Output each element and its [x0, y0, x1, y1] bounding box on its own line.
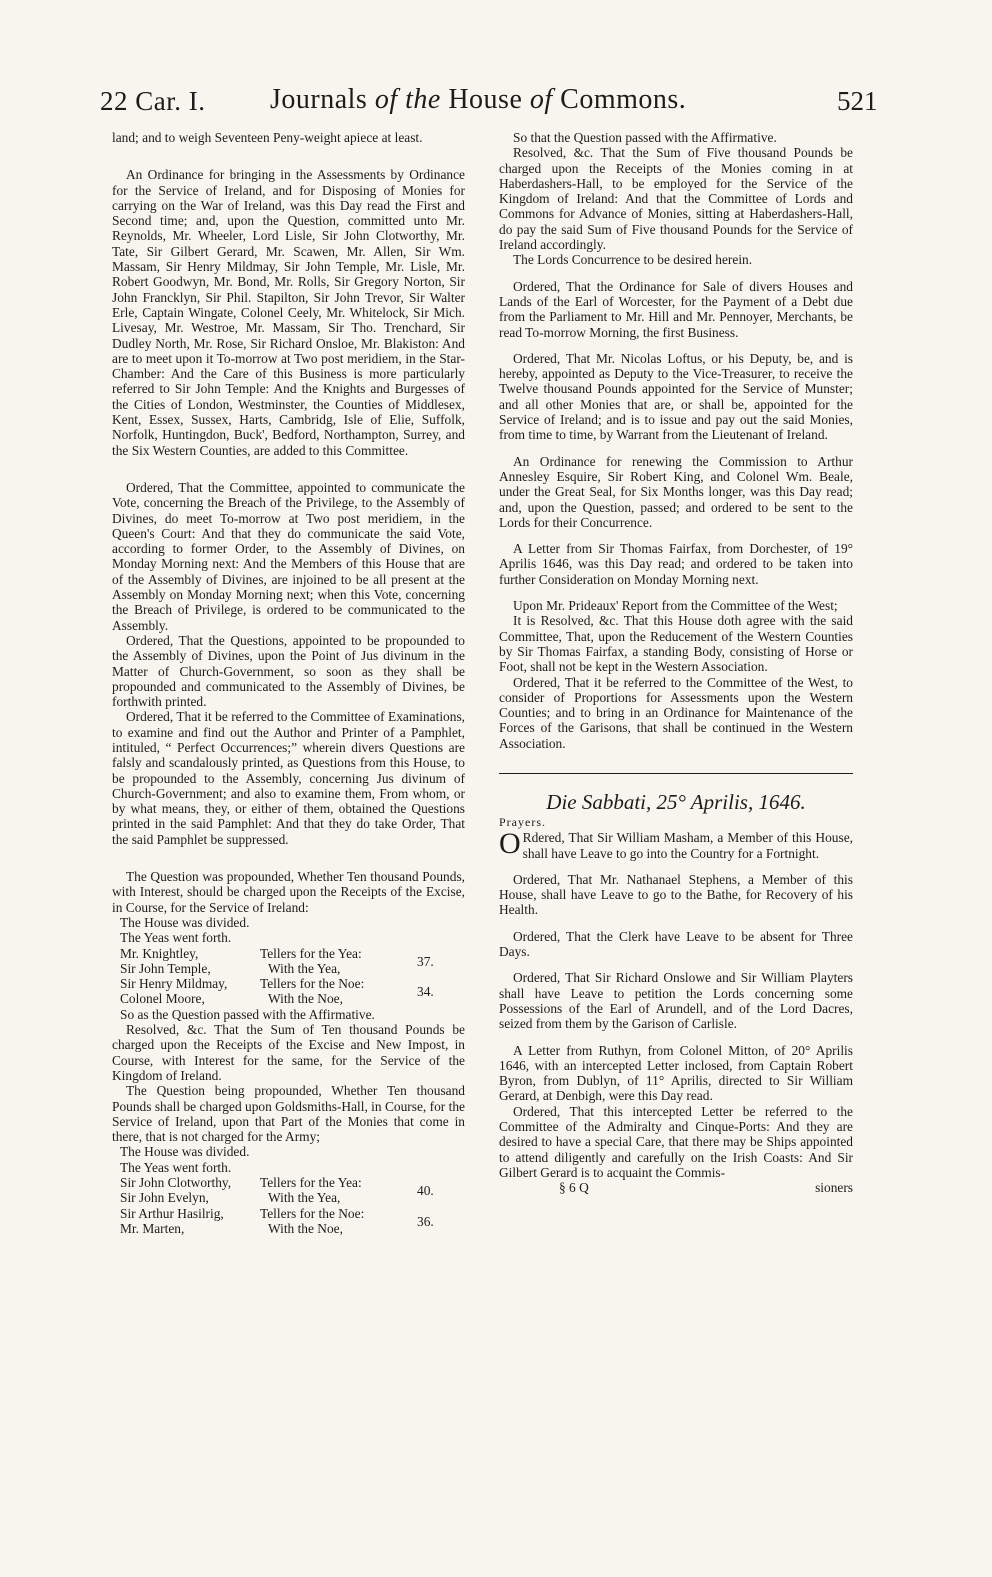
- regnal-year: 22 Car. I.: [100, 86, 206, 116]
- teller-name: Mr. Marten,: [120, 1220, 185, 1236]
- paragraph: Ordered, That the Questions, appointed to be propounded to the Assembly of Divines, upon the Point of Jus divinum in the Matter of Church-Government, so soon as they shall be propounded and communicated to the Assembly of Divines, be forthwith printed.: [112, 632, 465, 710]
- drop-capital: O: [499, 827, 521, 861]
- paragraph: A Letter from Sir Thomas Fairfax, from Dorchester, of 19° Aprilis 1646, was this Day read; and ordered to be taken into further Consideration on Monday Morning next.: [499, 541, 853, 587]
- catchword: sioners: [815, 1180, 853, 1196]
- paragraph: Ordered, That the Clerk have Leave to be absent for Three Days.: [499, 928, 853, 960]
- paragraph: So that the Question passed with the Affirmative.: [513, 130, 777, 145]
- paragraph: land; and to weigh Seventeen Peny-weight apiece at least.: [112, 130, 423, 145]
- teller-role: Tellers for the Yea:: [260, 1175, 362, 1190]
- paragraph: Upon Mr. Prideaux' Report from the Committee of the West;: [513, 598, 838, 614]
- teller-role: Tellers for the Yea:: [260, 945, 362, 961]
- paragraph: Resolved, &c. That the Sum of Five thousand Pounds be charged upon the Receipts of the Monies coming in at Haberdashers-Hall, to be employed for the Service of the Kingdom of Ireland: And that the Committee of Lords and Commons for Advance of Monies, sitting at Haberdashers-Hall, do pay the said Sum of Five thousand Pounds for the Service of Ireland accordingly.: [499, 145, 853, 253]
- teller-role: Tellers for the Noe:: [260, 1205, 365, 1221]
- journal-title: Journals of the House of Commons.: [270, 84, 687, 115]
- vote-count: 34.: [417, 984, 434, 1000]
- result-note: So as the Question passed with the Affirmative.: [120, 1006, 375, 1022]
- teller-name: Sir John Evelyn,: [120, 1190, 209, 1206]
- page-number: 521: [837, 86, 878, 116]
- teller-name: Sir Arthur Hasilrig,: [120, 1205, 224, 1221]
- yeas-note: The Yeas went forth.: [120, 930, 232, 946]
- teller-role: Tellers for the Noe:: [260, 976, 365, 992]
- teller-name: Sir John Temple,: [120, 960, 211, 976]
- division-tellers: [112, 1175, 465, 1236]
- paragraph: The Question being propounded, Whether Ten thousand Pounds shall be charged upon Goldsmiths-Hall, in Course, for the Service of Ireland, upon that Part of the Monies that come in there, that is not charged for the Army;: [112, 1083, 465, 1145]
- vote-count: 36.: [417, 1213, 434, 1229]
- right-column: [499, 130, 853, 1196]
- teller-role: With the Yea,: [268, 960, 341, 976]
- paragraph: Ordered, That Mr. Nicolas Loftus, or his Deputy, be, and is hereby, appointed as Deputy to the Vice-Treasurer, to receive the Twelve thousand Pounds appointed for the Service of Munster; and all other Monies that are, or shall be, appointed for the Service of Ireland; and is to issue and pay out the said Monies, from time to time, by Warrant from the Lieutenant of Ireland.: [499, 350, 853, 443]
- teller-role: With the Noe,: [268, 991, 343, 1007]
- teller-name: Sir John Clotworthy,: [120, 1175, 232, 1190]
- paragraph: The Question was propounded, Whether Ten thousand Pounds, with Interest, should be charged upon the Receipts of the Excise, in Course, for the Service of Ireland:: [112, 869, 465, 915]
- division-tellers: [112, 946, 465, 1007]
- paragraph: An Ordinance for renewing the Commission to Arthur Annesley Esquire, Sir Robert King, and Colonel Wm. Beale, under the Great Seal, for Six Months longer, was this Day read; and, upon the Question, passed; and ordered to be sent to the Lords for their Concurrence.: [499, 453, 853, 530]
- teller-name: Mr. Knightley,: [120, 945, 199, 961]
- teller-role: With the Yea,: [268, 1190, 341, 1206]
- division-note: The House was divided.: [120, 914, 250, 930]
- paragraph: Ordered, That Sir Richard Onslowe and Sir William Playters shall have Leave to petition the Lords concerning some Possessions of the Earl of Arundell, and of the Lord Dacres, seized from them by the Garison of Carlisle.: [499, 970, 853, 1032]
- left-column: [112, 130, 465, 1236]
- paragraph: The Lords Concurrence to be desired herein.: [513, 252, 753, 268]
- division-note: The House was divided.: [120, 1144, 250, 1160]
- paragraph: Ordered, That it be referred to the Committee of the West, to consider of Proportions for Assessments upon the Western Counties; and to bring in an Ordinance for Maintenance of the Forces of the Garisons, that shall be continued in the Western Association.: [499, 674, 853, 751]
- day-heading: Die Sabbati, 25° Aprilis, 1646.: [546, 789, 806, 814]
- paragraph: A Letter from Ruthyn, from Colonel Mitton, of 20° Aprilis 1646, with an intercepted Letter inclosed, from Captain Robert Byron, from Dublyn, of 11° Aprilis, directed to Sir William Gerard, at Denbigh, were this Day read.: [499, 1042, 853, 1104]
- vote-count: 40.: [417, 1183, 434, 1199]
- paragraph: Ordered, That the Committee, appointed to communicate the Vote, concerning the Breach of the Privilege, to the Assembly of Divines, do meet To-morrow at Two post meridiem, in the Queen's Court: And that they do communicate the said Vote, according to former Order, to the Assembly of Divines, on Monday Morning next: And the Members of this House that are of the Assembly of Divines, are injoined to be all present at the Assembly on Monday Morning next; when this Vote, concerning the Breach of Privilege, is ordered to be communicated to the Assembly.: [112, 479, 465, 633]
- paragraph: Ordered, That Mr. Nathanael Stephens, a Member of this House, shall have Leave to go to the Bathe, for Recovery of his Health.: [499, 871, 853, 918]
- teller-role: With the Noe,: [268, 1220, 343, 1236]
- teller-name: Sir Henry Mildmay,: [120, 976, 228, 992]
- paragraph: O Rdered, That Sir William Masham, a Member of this House, shall have Leave to go into the Country for a Fortnight.: [499, 827, 853, 861]
- paragraph: Ordered, That this intercepted Letter be referred to the Committee of the Admiralty and Cinque-Ports: And they are desired to have a special Care, that there may be Ships appointed to attend diligently and carefully on the Irish Coasts: And Sir Gilbert Gerard is to acquaint the Commis-: [499, 1103, 853, 1180]
- vote-count: 37.: [417, 953, 434, 969]
- paragraph: Resolved, &c. That the Sum of Ten thousand Pounds be charged upon the Receipts of the Excise and New Impost, in Course, with Interest for the same, for the Service of the Kingdom of Ireland.: [112, 1022, 465, 1083]
- prayers-heading: Prayers.: [499, 814, 546, 829]
- paragraph: Ordered, That the Ordinance for Sale of divers Houses and Lands of the Earl of Worcester, for the Payment of a Debt due from the Parliament to Mr. Hill and Mr. Pennoyer, Merchants, be read To-morrow Morning, the first Business.: [499, 278, 853, 340]
- paragraph: It is Resolved, &c. That this House doth agree with the said Committee, That, upon the Reducement of the Western Counties by Sir Thomas Fairfax, a standing Body, consisting of Horse or Foot, shall not be kept in the Western Association.: [499, 613, 853, 675]
- signature-mark: § 6 Q: [559, 1180, 589, 1196]
- teller-name: Colonel Moore,: [120, 991, 205, 1007]
- paragraph: An Ordinance for bringing in the Assessments by Ordinance for the Service of Ireland, and for Disposing of Monies for carrying on the War of Ireland, was this Day read the First and Second time; and, upon the Question, committed unto Mr. Reynolds, Mr. Wheeler, Lord Lisle, Sir John Clotworthy, Mr. Tate, Sir Gilbert Gerard, Mr. Scawen, Mr. Allen, Sir Wm. Massam, Sir Henry Mildmay, Sir John Temple, Mr. Lisle, Mr. Robert Goodwyn, Mr. Bond, Mr. Rolls, Sir Gregory Norton, Sir John Francklyn, Sir Phil. Stapilton, Sir John Trevor, Sir Walter Erle, Captain Wingate, Colonel Ceely, Mr. Whitelock, Sir Mich. Livesay, Mr. Westroe, Mr. Massam, Sir Tho. Trenchard, Sir Dudley North, Mr. Rose, Sir Richard Onsloe, Mr. Blakiston: And are to meet upon it To-morrow at Two post meridiem, in the Star-Chamber: And the Care of this Business is more particularly referred to Sir John Temple: And the Knights and Burgesses of the Cities of London, Westminster, the Counties of Middlesex, Kent, Essex, Sussex, Harts, Cambridg, Isle of Elie, Suffolk, Norfolk, Huntingdon, Buck', Bedford, Northampton, Surrey, and the Six Western Counties, are added to this Committee.: [112, 167, 465, 458]
- paragraph: Ordered, That it be referred to the Committee of Examinations, to examine and find out the Author and Printer of a Pamphlet, intituled, “ Perfect Occurrences;” wherein divers Questions are falsly and scandalously printed, as Questions from this House, to be propounded to the Assembly, concerning Jus divinum of Church-Government; and also to examine them, From whom, or by what means, they, or either of them, obtained the Questions printed in the said Pamphlet: And that they do take Order, That the said Pamphlet be suppressed.: [112, 709, 465, 847]
- page-header: [100, 82, 878, 122]
- yeas-note: The Yeas went forth.: [120, 1159, 232, 1175]
